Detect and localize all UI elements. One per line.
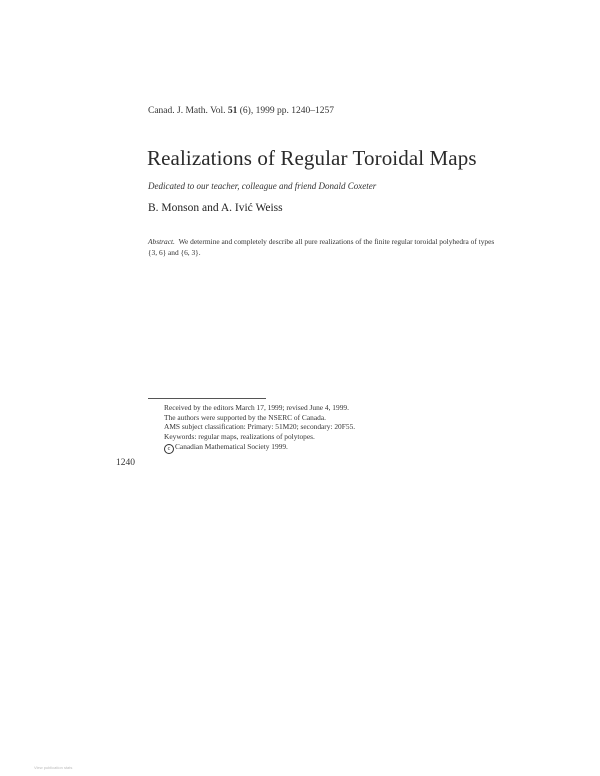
footnote-rule xyxy=(148,398,266,399)
footnotes xyxy=(164,403,355,454)
copyright-text: Canadian Mathematical Society 1999. xyxy=(175,441,288,451)
abstract-text: We determine and completely describe all pure realizations of the finite regular toroidal polyhedra of types {3, 6} and {6, 3}. xyxy=(148,237,495,257)
paper-title: Realizations of Regular Toroidal Maps xyxy=(147,146,477,170)
footnote-ams: AMS subject classification: Primary: 51M20; secondary: 20F55. xyxy=(164,422,356,432)
journal-suffix: (6), 1999 pp. 1240–1257 xyxy=(237,106,334,116)
watermark: View publication stats xyxy=(34,765,73,770)
abstract xyxy=(148,236,498,258)
abstract-label: Abstract. xyxy=(148,237,175,246)
copyright-icon: c xyxy=(164,444,174,454)
dedication: Dedicated to our teacher, colleague and friend Donald Coxeter xyxy=(148,181,377,191)
footnote-support: The authors were supported by the NSERC of Canada. xyxy=(164,412,326,422)
footnote-copyright xyxy=(164,442,355,454)
journal-prefix: Canad. J. Math. Vol. xyxy=(148,106,228,116)
journal-volume: 51 xyxy=(227,106,238,116)
footnote-keywords: Keywords: regular maps, realizations of polytopes. xyxy=(164,432,315,442)
page-number: 1240 xyxy=(116,458,135,468)
footnote-received: Received by the editors March 17, 1999; revised June 4, 1999. xyxy=(164,403,349,412)
journal-citation xyxy=(148,106,334,116)
authors: B. Monson and A. Ivić Weiss xyxy=(148,202,283,214)
